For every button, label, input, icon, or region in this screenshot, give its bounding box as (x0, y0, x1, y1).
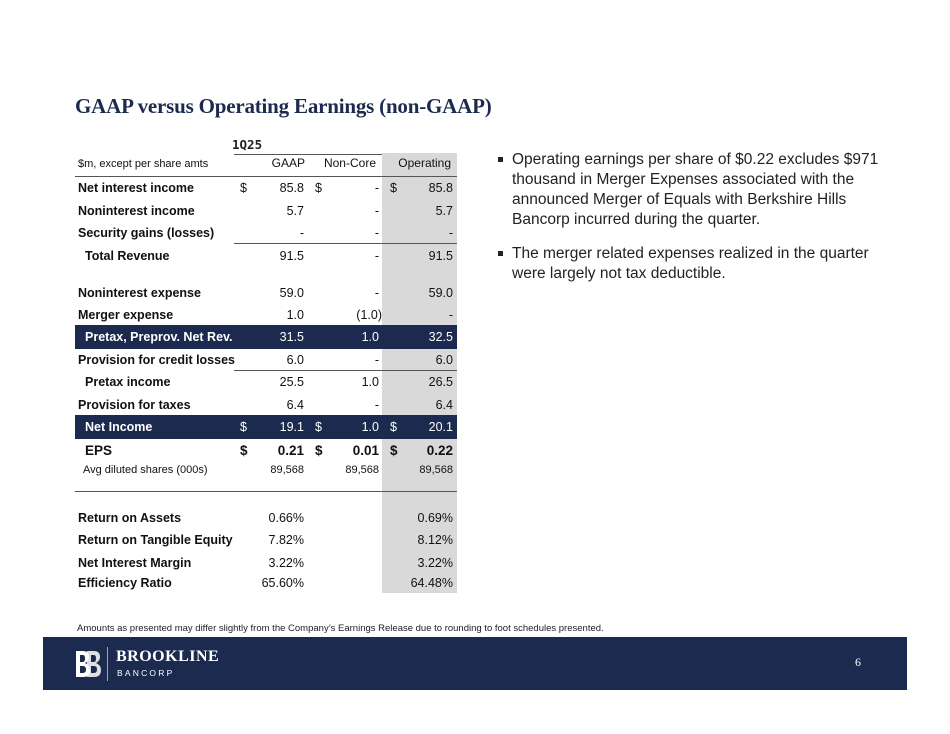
noncore-value: 0.01 (352, 443, 379, 458)
row-label: Pretax, Preprov. Net Rev. (85, 330, 233, 344)
operating-value: 20.1 (428, 420, 453, 434)
table-row (75, 461, 457, 481)
gaap-value: 85.8 (279, 181, 304, 195)
operating-value: 5.7 (435, 204, 453, 218)
col-header-noncore: Non-Core (323, 156, 376, 170)
table-row (75, 440, 457, 460)
table-row (75, 283, 457, 303)
table-row (75, 223, 457, 243)
dollar-sign: $ (390, 181, 397, 195)
table-row (75, 350, 457, 370)
operating-value: 85.8 (428, 181, 453, 195)
gaap-value: 19.1 (279, 420, 304, 434)
bullet-square-icon (498, 251, 503, 256)
noncore-value: - (374, 286, 379, 300)
row-label: Provision for credit losses (78, 353, 235, 367)
row-label: Total Revenue (85, 249, 170, 263)
row-label: Noninterest income (78, 204, 195, 218)
subtotal-rule (234, 243, 457, 244)
gaap-value: 0.21 (277, 443, 304, 458)
row-label: Merger expense (78, 308, 174, 322)
gaap-value: 6.0 (286, 353, 304, 367)
operating-value: 0.22 (426, 443, 453, 458)
table-row (75, 201, 457, 221)
operating-value: 32.5 (428, 330, 453, 344)
dollar-sign: $ (240, 181, 247, 195)
operating-ratio: 0.69% (417, 511, 453, 525)
bullet-text: Operating earnings per share of $0.22 excludes $971 thousand in Merger Expenses associated with the announced Merger of Equals with Berkshire Hills Bancorp incurred during the quarter. (512, 151, 879, 228)
page-title: GAAP versus Operating Earnings (non-GAAP) (75, 94, 492, 118)
noncore-value: 1.0 (361, 375, 379, 389)
row-label: EPS (85, 443, 113, 458)
operating-value: - (448, 308, 453, 322)
table-row (75, 372, 457, 392)
dollar-sign: $ (315, 443, 323, 458)
operating-value: 59.0 (428, 286, 453, 300)
gaap-ratio: 7.82% (268, 533, 304, 547)
table-row (75, 246, 457, 266)
col-header-operating: Operating (398, 156, 451, 170)
ratio-row (75, 573, 457, 593)
noncore-value: - (374, 398, 379, 412)
gaap-value: 6.4 (286, 398, 304, 412)
ratio-label: Return on Tangible Equity (78, 533, 233, 547)
gaap-value: 31.5 (279, 330, 304, 344)
gaap-value: - (299, 226, 304, 240)
row-label: Net Income (85, 420, 153, 434)
operating-value: 26.5 (428, 375, 453, 389)
footer-bar (43, 637, 907, 690)
gaap-ratio: 3.22% (268, 556, 304, 570)
noncore-value: 1.0 (361, 420, 379, 434)
table-row (75, 417, 457, 437)
table-row (75, 327, 457, 347)
gaap-ratio: 0.66% (268, 511, 304, 525)
noncore-value: - (374, 226, 379, 240)
noncore-value: - (374, 181, 379, 195)
ratio-label: Return on Assets (78, 511, 182, 525)
row-label: Pretax income (85, 375, 171, 389)
table-header-label: $m, except per share amts (78, 158, 209, 170)
noncore-value: - (374, 353, 379, 367)
gaap-value: 25.5 (279, 375, 304, 389)
dollar-sign: $ (315, 420, 322, 434)
footnote: Amounts as presented may differ slightly from the Company’s Earnings Release due to rounding to foot schedules presented. (77, 623, 604, 634)
dollar-sign: $ (315, 181, 322, 195)
gaap-ratio: 65.60% (261, 576, 304, 590)
noncore-value: - (374, 249, 379, 263)
row-label: Noninterest expense (78, 286, 201, 300)
period-label: 1Q25 (232, 137, 263, 152)
ratio-label: Efficiency Ratio (78, 576, 172, 590)
ratio-row (75, 553, 457, 573)
row-label: Avg diluted shares (000s) (83, 464, 208, 476)
operating-value: 89,568 (419, 464, 453, 476)
bullet-text: The merger related expenses realized in the quarter were largely not tax deductible. (512, 245, 869, 282)
operating-value: 6.0 (435, 353, 453, 367)
operating-value: 6.4 (435, 398, 453, 412)
noncore-value: 89,568 (345, 464, 379, 476)
commentary-bullets (498, 150, 898, 298)
noncore-value: 1.0 (361, 330, 379, 344)
noncore-value: (1.0) (356, 308, 382, 322)
gaap-value: 59.0 (279, 286, 304, 300)
dollar-sign: $ (240, 420, 247, 434)
subtotal-rule (234, 370, 457, 371)
gaap-value: 91.5 (279, 249, 304, 263)
page-number: 6 (855, 655, 861, 669)
logo-name: BROOKLINE (116, 648, 220, 665)
logo-divider (107, 647, 108, 681)
gaap-value: 1.0 (286, 308, 304, 322)
dollar-sign: $ (390, 443, 398, 458)
noncore-value: - (374, 204, 379, 218)
operating-ratio: 8.12% (417, 533, 453, 547)
logo-subtitle: BANCORP (117, 668, 175, 678)
row-label: Provision for taxes (78, 398, 191, 412)
table-row (75, 305, 457, 325)
operating-ratio: 64.48% (410, 576, 453, 590)
dollar-sign: $ (390, 420, 397, 434)
col-header-gaap: GAAP (271, 156, 305, 170)
gaap-value: 5.7 (286, 204, 304, 218)
ratio-row (75, 530, 457, 550)
section-divider (75, 491, 457, 492)
ratio-row (75, 508, 457, 528)
row-label: Net interest income (78, 181, 195, 195)
operating-value: - (448, 226, 453, 240)
operating-value: 91.5 (428, 249, 453, 263)
bullet-item (498, 244, 898, 284)
ratio-label: Net Interest Margin (78, 556, 192, 570)
gaap-value: 89,568 (270, 464, 304, 476)
bullet-square-icon (498, 157, 503, 162)
header-divider (75, 176, 457, 177)
row-label: Security gains (losses) (78, 226, 215, 240)
table-row (75, 178, 457, 198)
operating-ratio: 3.22% (417, 556, 453, 570)
dollar-sign: $ (240, 443, 248, 458)
table-row (75, 395, 457, 415)
brookline-logo-icon (75, 650, 101, 678)
bullet-item (498, 150, 898, 230)
